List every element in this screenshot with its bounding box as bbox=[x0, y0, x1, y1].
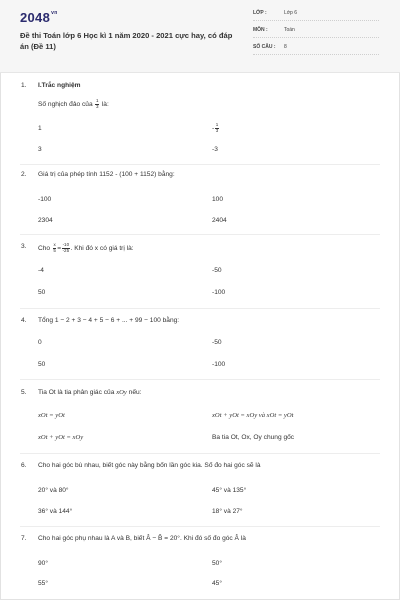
question-text bbox=[38, 99, 378, 109]
fraction bbox=[95, 99, 99, 109]
site-logo[interactable] bbox=[20, 10, 58, 25]
question-number: 7. bbox=[21, 535, 27, 542]
fraction bbox=[215, 123, 219, 133]
option-a[interactable]: -100 bbox=[38, 196, 52, 203]
page-title: Đề thi Toán lớp 6 Học kì 1 năm 2020 - 2021 cực hay, có đáp án (Đề 11) bbox=[20, 31, 233, 51]
option-d[interactable]: -100 bbox=[212, 361, 226, 368]
option-b[interactable] bbox=[212, 123, 220, 133]
divider bbox=[253, 54, 379, 55]
logo-text: 2048 bbox=[20, 10, 51, 25]
divider bbox=[253, 37, 379, 38]
page-header bbox=[0, 0, 400, 73]
option-c[interactable]: xOt + yOt = xOy bbox=[38, 434, 84, 441]
option-b[interactable]: 100 bbox=[212, 196, 224, 203]
subject-label: MÔN : bbox=[253, 27, 268, 33]
option-d[interactable]: Ba tia Ot, Ox, Oy chung gốc bbox=[212, 434, 295, 441]
divider bbox=[20, 234, 380, 235]
question-number: 2. bbox=[21, 171, 27, 178]
question-text-prefix: Cho bbox=[38, 244, 51, 252]
fraction-numerator: -10 bbox=[62, 242, 70, 247]
question-text: Tổng 1 − 2 + 3 − 4 + 5 − 6 + ... + 99 − 100 bằng: bbox=[38, 317, 180, 324]
option-a[interactable]: 0 bbox=[38, 339, 42, 346]
option-b[interactable]: 45° và 135° bbox=[212, 487, 247, 494]
option-b[interactable]: xOt + yOt = xOy và xOt = yOt bbox=[212, 412, 294, 419]
logo-suffix: vn bbox=[51, 10, 58, 16]
divider bbox=[20, 164, 380, 165]
question-text: Giá trị của phép tính 1152 - (100 + 1152) bằng: bbox=[38, 171, 175, 178]
subject-value: Toán bbox=[284, 27, 295, 33]
fraction-numerator: 1 bbox=[95, 98, 99, 103]
option-sign: - bbox=[212, 124, 215, 132]
option-b[interactable]: -50 bbox=[212, 267, 222, 274]
section-heading: I.Trắc nghiệm bbox=[38, 82, 81, 89]
fraction-denominator: 5 bbox=[53, 247, 56, 253]
fraction bbox=[62, 243, 70, 253]
fraction-denominator: 3 bbox=[95, 103, 99, 109]
divider bbox=[253, 20, 379, 21]
count-label: SỐ CÂU : bbox=[253, 44, 276, 50]
question-number: 1. bbox=[21, 82, 27, 89]
option-a[interactable]: xOt = yOt bbox=[38, 412, 65, 419]
option-d[interactable]: 18° và 27° bbox=[212, 508, 243, 515]
question-number: 6. bbox=[21, 462, 27, 469]
question-number: 5. bbox=[21, 389, 27, 396]
divider bbox=[20, 526, 380, 527]
question-number: 3. bbox=[21, 243, 27, 250]
option-c[interactable]: 50 bbox=[38, 289, 46, 296]
question-text-suffix: . Khi đó x có giá trị là: bbox=[70, 244, 134, 252]
question-text bbox=[38, 389, 378, 396]
question-text-suffix: là: bbox=[101, 100, 109, 108]
fraction-denominator: 3 bbox=[215, 127, 219, 133]
fraction-numerator: 1 bbox=[215, 122, 219, 127]
option-c[interactable]: 50 bbox=[38, 361, 46, 368]
fraction-denominator: -25 bbox=[62, 247, 70, 253]
option-a[interactable]: -4 bbox=[38, 267, 44, 274]
question-text bbox=[38, 243, 378, 253]
question-text-prefix: Tia Ot là tia phân giác của bbox=[38, 389, 115, 396]
option-a[interactable]: 1 bbox=[38, 125, 42, 132]
divider bbox=[20, 379, 380, 380]
divider bbox=[20, 308, 380, 309]
question-text: Cho hai góc bù nhau, biết góc này bằng bốn lần góc kia. Số đo hai góc sẽ là bbox=[38, 462, 261, 469]
class-value: Lớp 6 bbox=[284, 10, 298, 16]
option-d[interactable]: -100 bbox=[212, 289, 226, 296]
question-text: Cho hai góc phụ nhau là A và B, biết Â − B̂ = 20°. Khi đó số đo góc Â là bbox=[38, 535, 246, 542]
class-label: LỚP : bbox=[253, 10, 267, 16]
divider bbox=[20, 453, 380, 454]
equals-sign: = bbox=[57, 244, 62, 252]
question-number: 4. bbox=[21, 317, 27, 324]
option-a[interactable]: 20° và 80° bbox=[38, 487, 69, 494]
question-text-suffix: nếu: bbox=[128, 389, 142, 396]
count-value: 8 bbox=[284, 44, 287, 50]
option-b[interactable]: 50° bbox=[212, 560, 222, 567]
option-c[interactable]: 55° bbox=[38, 580, 48, 587]
option-b[interactable]: -50 bbox=[212, 339, 222, 346]
option-c[interactable]: 36° và 144° bbox=[38, 508, 73, 515]
option-d[interactable]: -3 bbox=[212, 146, 218, 153]
angle-symbol: xOy bbox=[116, 389, 127, 396]
option-a[interactable]: 90° bbox=[38, 560, 48, 567]
question-text-prefix: Số nghịch đảo của bbox=[38, 100, 93, 108]
option-d[interactable]: 2404 bbox=[212, 217, 227, 224]
option-c[interactable]: 3 bbox=[38, 146, 42, 153]
fraction-numerator: x bbox=[53, 242, 56, 247]
option-c[interactable]: 2304 bbox=[38, 217, 53, 224]
fraction bbox=[53, 243, 56, 253]
option-d[interactable]: 45° bbox=[212, 580, 222, 587]
